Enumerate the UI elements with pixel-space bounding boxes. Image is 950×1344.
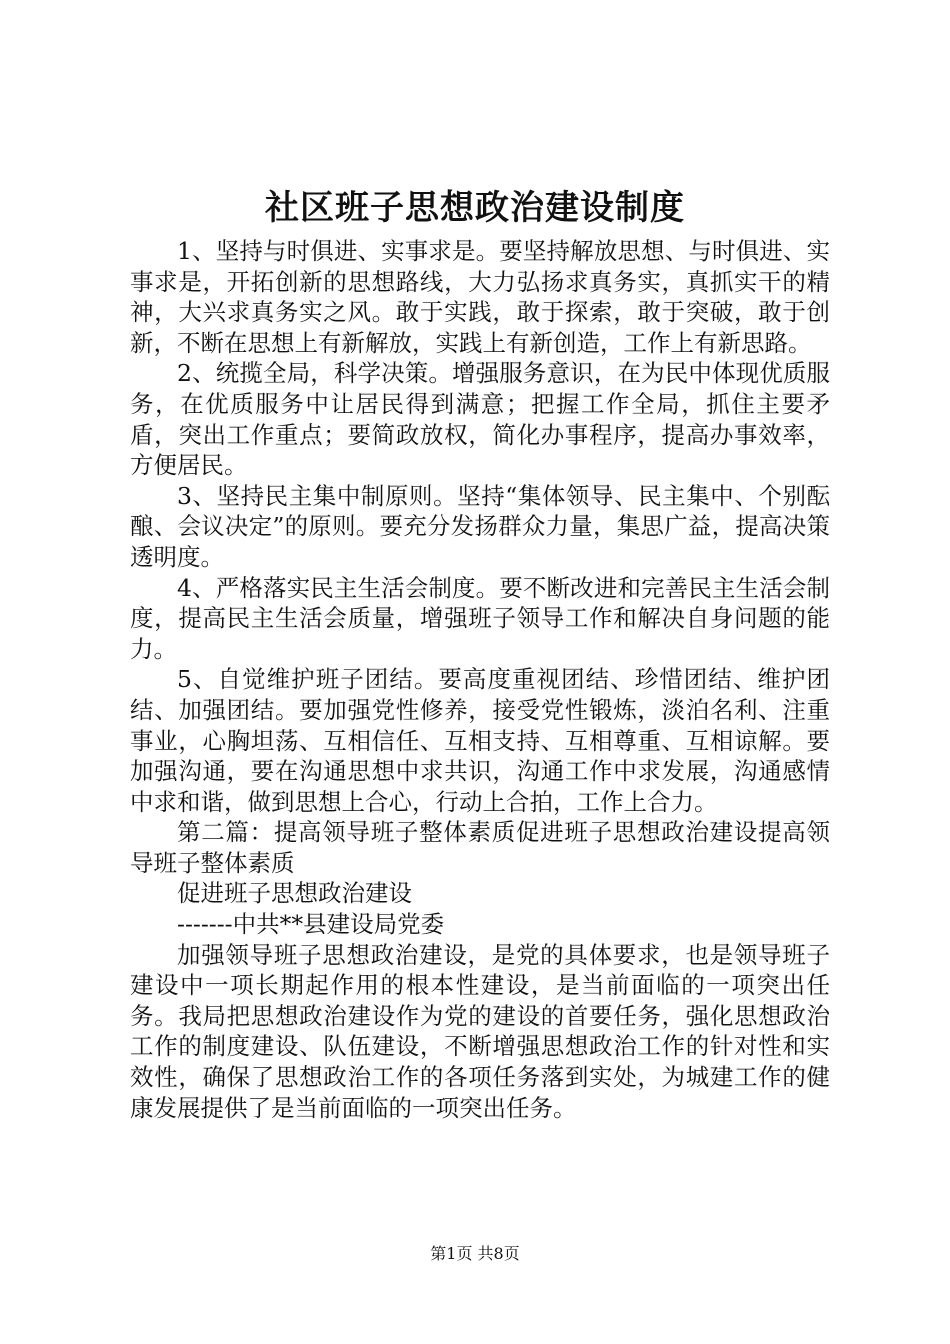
paragraph-3: 3、坚持民主集中制原则。坚持“集体领导、民主集中、个别酝酿、会议决定”的原则。要充分发扬群众力量，集思广益，提高决策透明度。: [130, 481, 830, 571]
paragraph-1: 1、坚持与时俱进、实事求是。要坚持解放思想、与时俱进、实事求是，开拓创新的思想路线，大力弘扬求真务实，真抓实干的精神，大兴求真务实之风。敢于实践，敢于探索，敢于突破，敢于创新，不断在思想上有新解放，实践上有新创造，工作上有新思路。: [130, 237, 830, 357]
section-author: -------中共**县建设局党委: [177, 910, 445, 939]
paragraph-5: 5、自觉维护班子团结。要高度重视团结、珍惜团结、维护团结、加强团结。要加强党性修养，接受党性锻炼，淡泊名利、注重事业，心胸坦荡、互相信任、互相支持、互相尊重、互相谅解。要加强沟通，要在沟通思想中求共识，沟通工作中求发展，沟通感情中求和谐，做到思想上合心，行动上合拍，工作上合力。: [130, 665, 830, 816]
paragraph-4: 4、严格落实民主生活会制度。要不断改进和完善民主生活会制度，提高民主生活会质量，增强班子领导工作和解决自身问题的能力。: [130, 573, 830, 663]
section-heading: 第二篇：提高领导班子整体素质促进班子思想政治建设提高领导班子整体素质: [130, 818, 830, 877]
paragraph-2: 2、统揽全局，科学决策。增强服务意识，在为民中体现优质服务，在优质服务中让居民得到满意；把握工作全局，抓住主要矛盾，突出工作重点；要简政放权，简化办事程序，提高办事效率，方便居民。: [130, 359, 830, 480]
page-number-footer: 第1页 共8页: [430, 1244, 520, 1263]
document-body: [130, 236, 830, 1123]
paragraph-6: 加强领导班子思想政治建设，是党的具体要求，也是领导班子建设中一项长期起作用的根本性建设，是当前面临的一项突出任务。我局把思想政治建设作为党的建设的首要任务，强化思想政治工作的制度建设、队伍建设，不断增强思想政治工作的针对性和实效性，确保了思想政治工作的各项任务落到实处，为城建工作的健康发展提供了是当前面临的一项突出任务。: [130, 940, 830, 1122]
document-title: 社区班子思想政治建设制度: [265, 188, 685, 228]
section-subtitle: 促进班子思想政治建设: [177, 879, 412, 908]
